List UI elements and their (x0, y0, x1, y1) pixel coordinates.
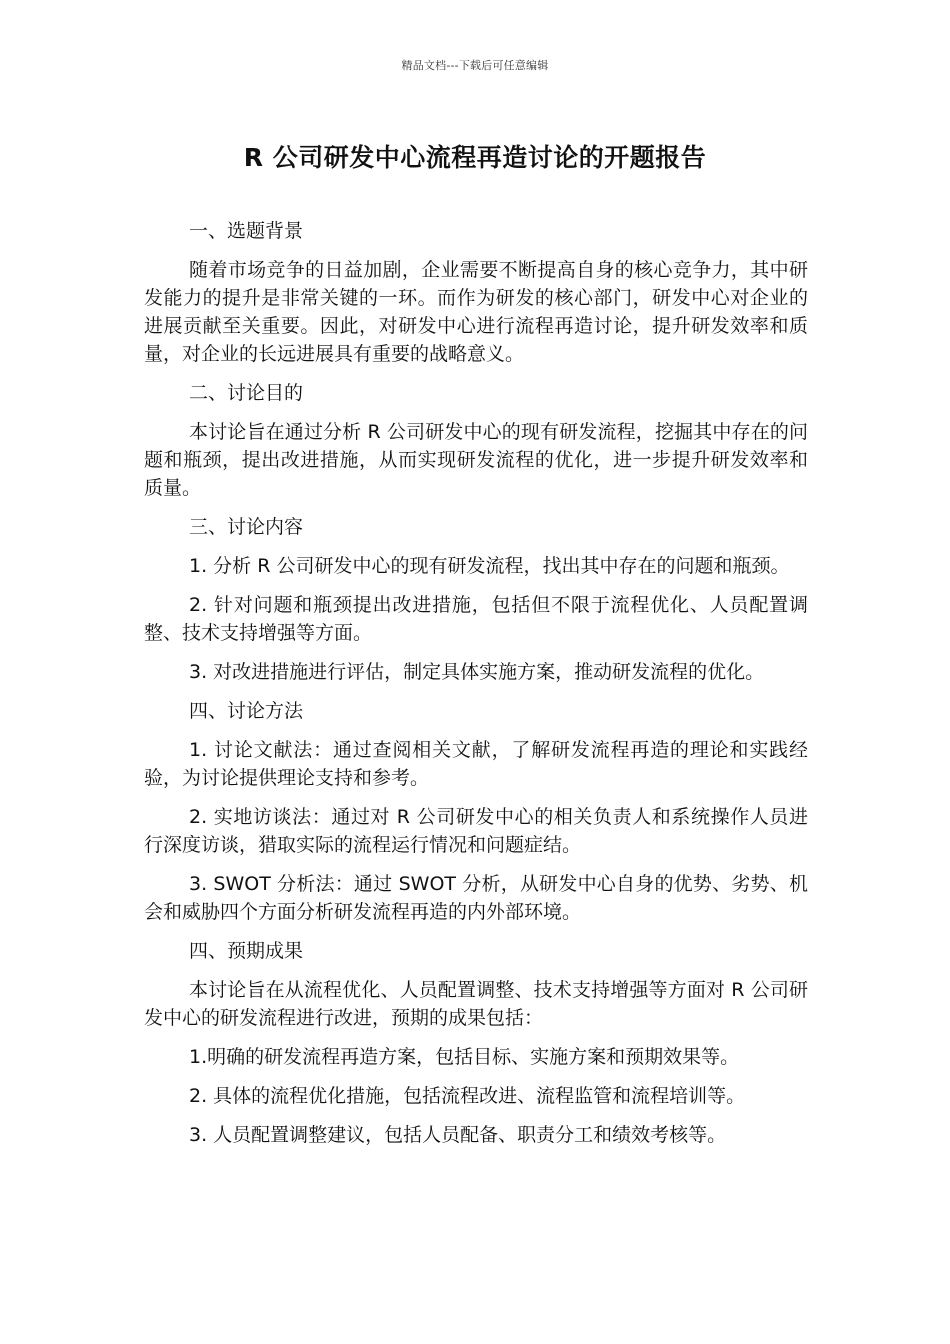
document-body (144, 217, 808, 1160)
content-item: 1. 分析 R 公司研发中心的现有研发流程，找出其中存在的问题和瓶颈。 (189, 555, 790, 577)
header-note: 精品文档---下载后可任意编辑 (401, 59, 549, 72)
section-heading-background: 一、选题背景 (189, 220, 304, 242)
outcome-item: 2. 具体的流程优化措施，包括流程改进、流程监管和流程培训等。 (189, 1085, 746, 1107)
background-paragraph: 随着市场竞争的日益加剧，企业需要不断提高自身的核心竞争力，其中研发能力的提升是非常关键的一环。而作为研发的核心部门，研发中心对企业的进展贡献至关重要。因此，对研发中心进行流程再造讨论，提升研发效率和质量，对企业的长远进展具有重要的战略意义。 (144, 259, 808, 365)
method-item: 2. 实地访谈法：通过对 R 公司研发中心的相关负责人和系统操作人员进行深度访谈，猎取实际的流程运行情况和问题症结。 (144, 806, 808, 856)
section-heading-method: 四、讨论方法 (189, 700, 304, 722)
section-heading-content: 三、讨论内容 (189, 516, 304, 538)
purpose-paragraph: 本讨论旨在通过分析 R 公司研发中心的现有研发流程，挖掘其中存在的问题和瓶颈，提出改进措施，从而实现研发流程的优化，进一步提升研发效率和质量。 (144, 421, 808, 499)
outcome-item: 3. 人员配置调整建议，包括人员配备、职责分工和绩效考核等。 (189, 1124, 727, 1146)
section-heading-outcomes: 四、预期成果 (189, 940, 304, 962)
outcomes-paragraph: 本讨论旨在从流程优化、人员配置调整、技术支持增强等方面对 R 公司研发中心的研发流程进行改进，预期的成果包括： (144, 979, 808, 1029)
outcome-item: 1.明确的研发流程再造方案，包括目标、实施方案和预期效果等。 (189, 1046, 740, 1068)
content-item: 3. 对改进措施进行评估，制定具体实施方案，推动研发流程的优化。 (189, 661, 765, 683)
method-item: 3. SWOT 分析法：通过 SWOT 分析，从研发中心自身的优势、劣势、机会和威胁四个方面分析研发流程再造的内外部环境。 (144, 873, 808, 923)
document-title: R 公司研发中心流程再造讨论的开题报告 (243, 143, 707, 172)
content-item: 2. 针对问题和瓶颈提出改进措施，包括但不限于流程优化、人员配置调整、技术支持增强等方面。 (144, 594, 808, 644)
method-item: 1. 讨论文献法：通过查阅相关文献，了解研发流程再造的理论和实践经验，为讨论提供理论支持和参考。 (144, 739, 808, 789)
section-heading-purpose: 二、讨论目的 (189, 382, 304, 404)
